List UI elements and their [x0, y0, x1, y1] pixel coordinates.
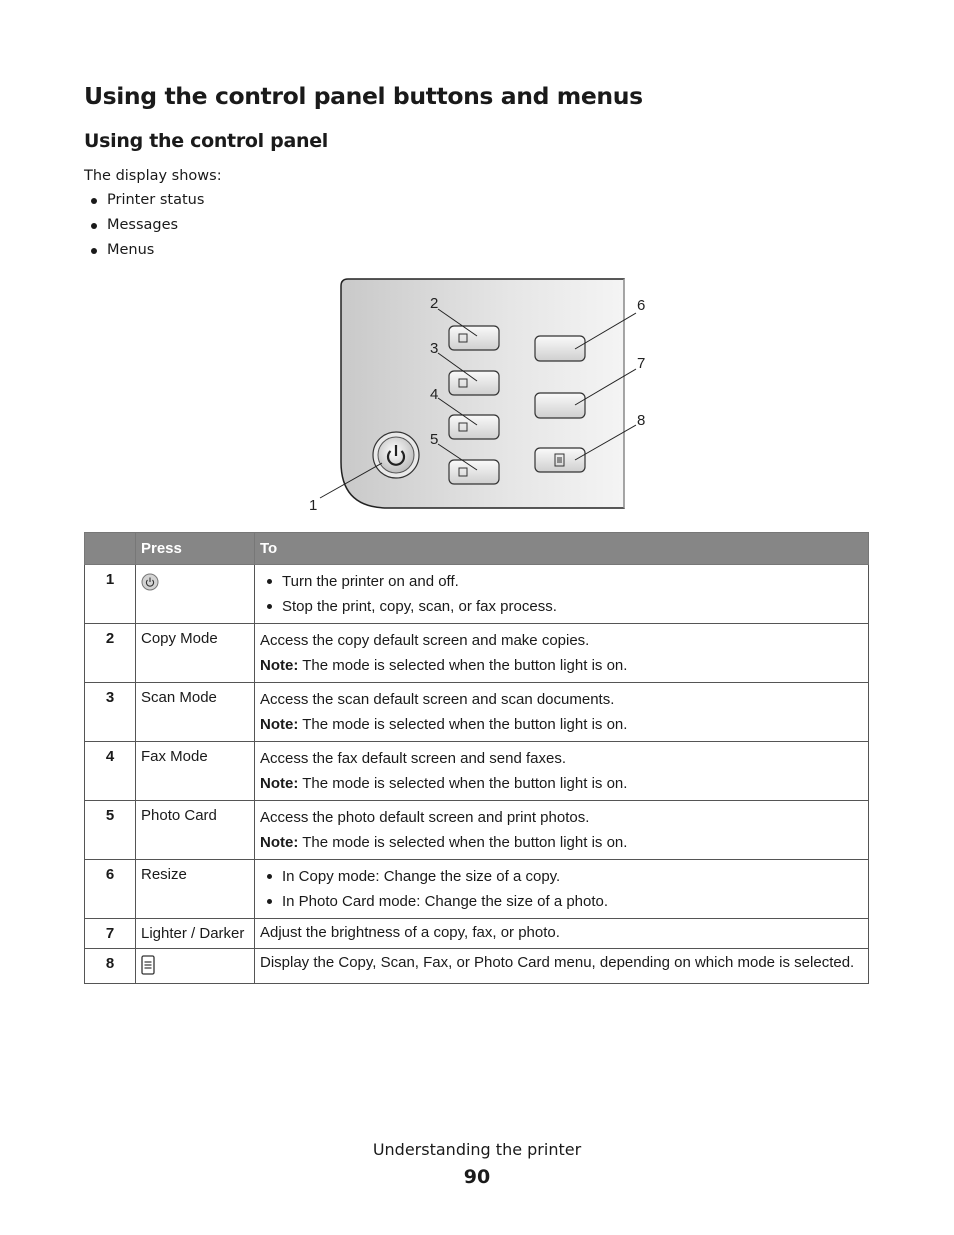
- list-item: Messages: [84, 213, 222, 238]
- to-text: Display the Copy, Scan, Fax, or Photo Card menu, depending on which mode is selected.: [260, 954, 855, 971]
- callout-6: 6: [637, 297, 646, 314]
- row-number: 2: [85, 624, 136, 683]
- intro-block: [84, 166, 222, 263]
- control-panel-table: [84, 532, 869, 984]
- list-item: Menus: [84, 238, 222, 263]
- callout-3: 3: [430, 340, 439, 357]
- press-cell: Lighter / Darker: [136, 919, 255, 949]
- table-header-to: To: [255, 533, 869, 565]
- to-note: [260, 830, 863, 855]
- list-item: Stop the print, copy, scan, or fax process.: [260, 594, 863, 619]
- press-cell: Resize: [136, 860, 255, 919]
- callout-7: 7: [637, 355, 646, 372]
- table-row: [85, 949, 869, 984]
- to-cell: [255, 949, 869, 984]
- row-number: 1: [85, 565, 136, 624]
- list-item: In Copy mode: Change the size of a copy.: [260, 864, 863, 889]
- row-number: 8: [85, 949, 136, 984]
- press-cell: [136, 949, 255, 984]
- callout-4: 4: [430, 386, 439, 403]
- table-row: [85, 683, 869, 742]
- table-header-num: [85, 533, 136, 565]
- to-text: Access the copy default screen and make copies.: [260, 632, 590, 649]
- to-text: Access the scan default screen and scan documents.: [260, 691, 615, 708]
- to-cell: [255, 801, 869, 860]
- to-note: [260, 712, 863, 737]
- note-label: Note:: [260, 834, 299, 851]
- note-label: Note:: [260, 775, 299, 792]
- row-number: 3: [85, 683, 136, 742]
- press-cell: Photo Card: [136, 801, 255, 860]
- to-cell: [255, 683, 869, 742]
- intro-text: The display shows:: [84, 168, 222, 184]
- power-button: [373, 432, 419, 478]
- to-list: [260, 569, 863, 619]
- callout-1: 1: [309, 497, 318, 514]
- table-row: [85, 801, 869, 860]
- to-cell: [255, 919, 869, 949]
- callout-5: 5: [430, 431, 439, 448]
- callout-8: 8: [637, 412, 646, 429]
- fax-mode-button: [449, 415, 499, 439]
- row-number: 5: [85, 801, 136, 860]
- table-row: [85, 565, 869, 624]
- to-text: Adjust the brightness of a copy, fax, or photo.: [260, 924, 560, 941]
- row-number: 6: [85, 860, 136, 919]
- note-text: The mode is selected when the button light is on.: [302, 716, 628, 733]
- scan-mode-button: [449, 371, 499, 395]
- to-cell: [255, 742, 869, 801]
- table-header-press: Press: [136, 533, 255, 565]
- menu-icon: [141, 955, 155, 975]
- press-cell: Fax Mode: [136, 742, 255, 801]
- to-note: [260, 653, 863, 678]
- to-text: Access the photo default screen and print photos.: [260, 809, 590, 826]
- list-item: Turn the printer on and off.: [260, 569, 863, 594]
- to-cell: [255, 860, 869, 919]
- page-heading: Using the control panel buttons and menus: [84, 82, 643, 110]
- list-item: Printer status: [84, 188, 222, 213]
- to-note: [260, 771, 863, 796]
- power-icon: [141, 573, 159, 591]
- resize-button: [535, 336, 585, 361]
- control-panel-illustration: [300, 272, 660, 518]
- callout-2: 2: [430, 295, 439, 312]
- press-cell: Copy Mode: [136, 624, 255, 683]
- table-row: [85, 860, 869, 919]
- note-text: The mode is selected when the button light is on.: [302, 834, 628, 851]
- section-heading: Using the control panel: [84, 130, 329, 152]
- display-items-list: [84, 188, 222, 263]
- press-cell: [136, 565, 255, 624]
- note-text: The mode is selected when the button light is on.: [302, 657, 628, 674]
- to-list: [260, 864, 863, 914]
- table-row: [85, 624, 869, 683]
- list-item: In Photo Card mode: Change the size of a photo.: [260, 889, 863, 914]
- photo-card-button: [449, 460, 499, 484]
- copy-mode-button: [449, 326, 499, 350]
- footer-section-title: Understanding the printer: [372, 1140, 582, 1159]
- press-cell: Scan Mode: [136, 683, 255, 742]
- to-cell: [255, 624, 869, 683]
- table-row: [85, 919, 869, 949]
- note-label: Note:: [260, 716, 299, 733]
- row-number: 7: [85, 919, 136, 949]
- to-text: Access the fax default screen and send faxes.: [260, 750, 567, 767]
- menu-button: [535, 448, 585, 472]
- lighter-darker-button: [535, 393, 585, 418]
- to-cell: [255, 565, 869, 624]
- table-row: [85, 742, 869, 801]
- note-label: Note:: [260, 657, 299, 674]
- row-number: 4: [85, 742, 136, 801]
- page-number: 90: [463, 1166, 491, 1188]
- table-header-row: [85, 533, 869, 565]
- note-text: The mode is selected when the button light is on.: [302, 775, 628, 792]
